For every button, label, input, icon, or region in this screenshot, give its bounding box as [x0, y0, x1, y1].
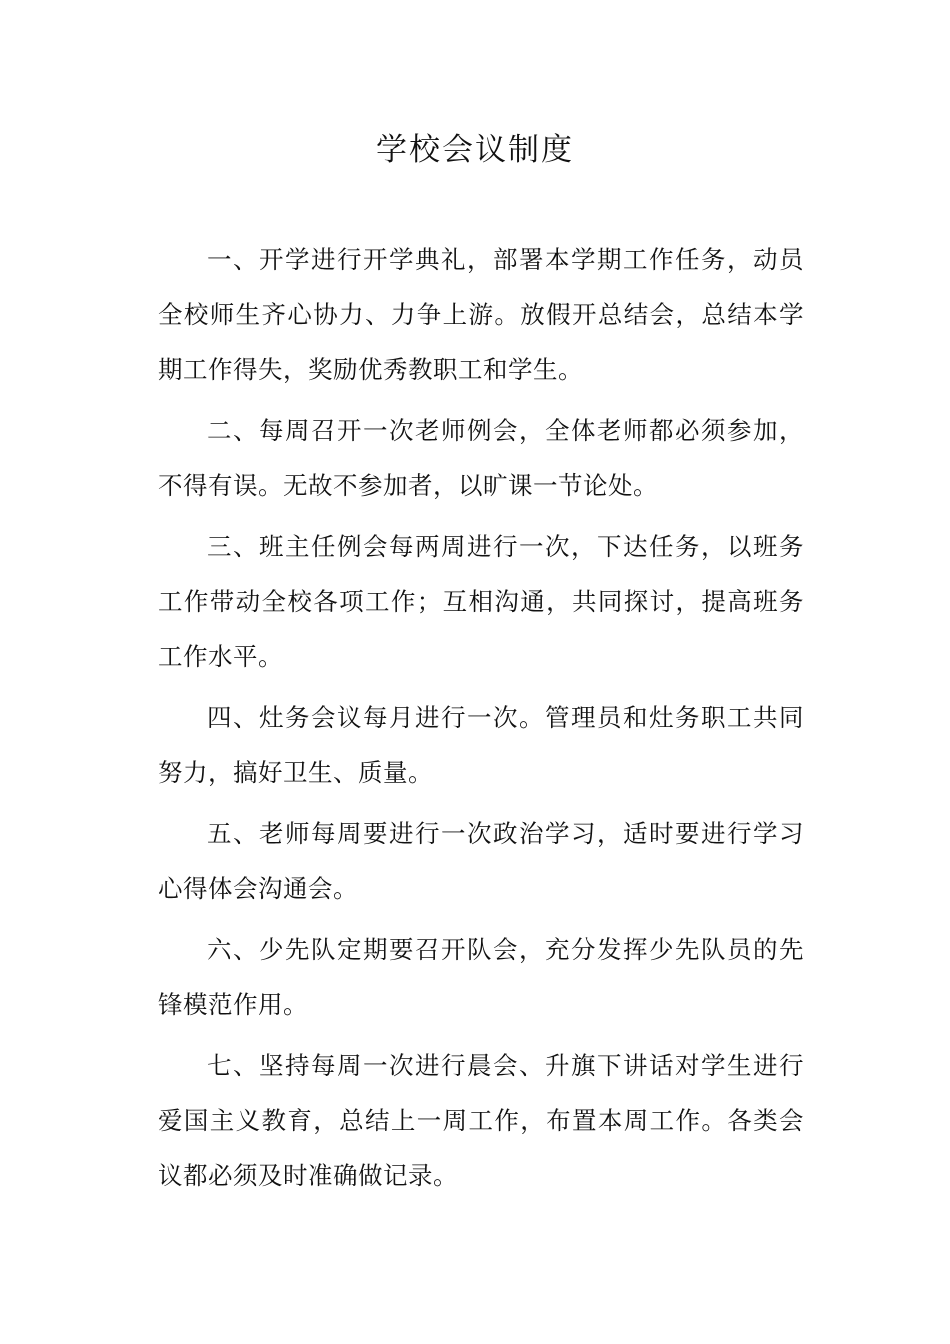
paragraph-7: 七、坚持每周一次进行晨会、升旗下讲话对学生进行爱国主义教育，总结上一周工作，布置本周工作。各类会议都必须及时准确做记录。: [158, 1051, 804, 1190]
document-title: 学校会议制度: [376, 132, 574, 168]
paragraph-5: 五、老师每周要进行一次政治学习，适时要进行学习心得体会沟通会。: [158, 819, 804, 903]
paragraph-6: 六、少先队定期要召开队会，充分发挥少先队员的先锋模范作用。: [158, 935, 804, 1019]
paragraph-4: 四、灶务会议每月进行一次。管理员和灶务职工共同努力，搞好卫生、质量。: [158, 703, 804, 787]
document-body: [158, 232, 804, 1209]
paragraph-1: 一、开学进行开学典礼，部署本学期工作任务，动员全校师生齐心协力、力争上游。放假开总结会，总结本学期工作得失，奖励优秀教职工和学生。: [158, 245, 804, 384]
paragraph-2: 二、每周召开一次老师例会，全体老师都必须参加，不得有误。无故不参加者，以旷课一节论处。: [158, 416, 804, 500]
paragraph-3: 三、班主任例会每两周进行一次，下达任务，以班务工作带动全校各项工作；互相沟通，共同探讨，提高班务工作水平。: [158, 532, 804, 671]
